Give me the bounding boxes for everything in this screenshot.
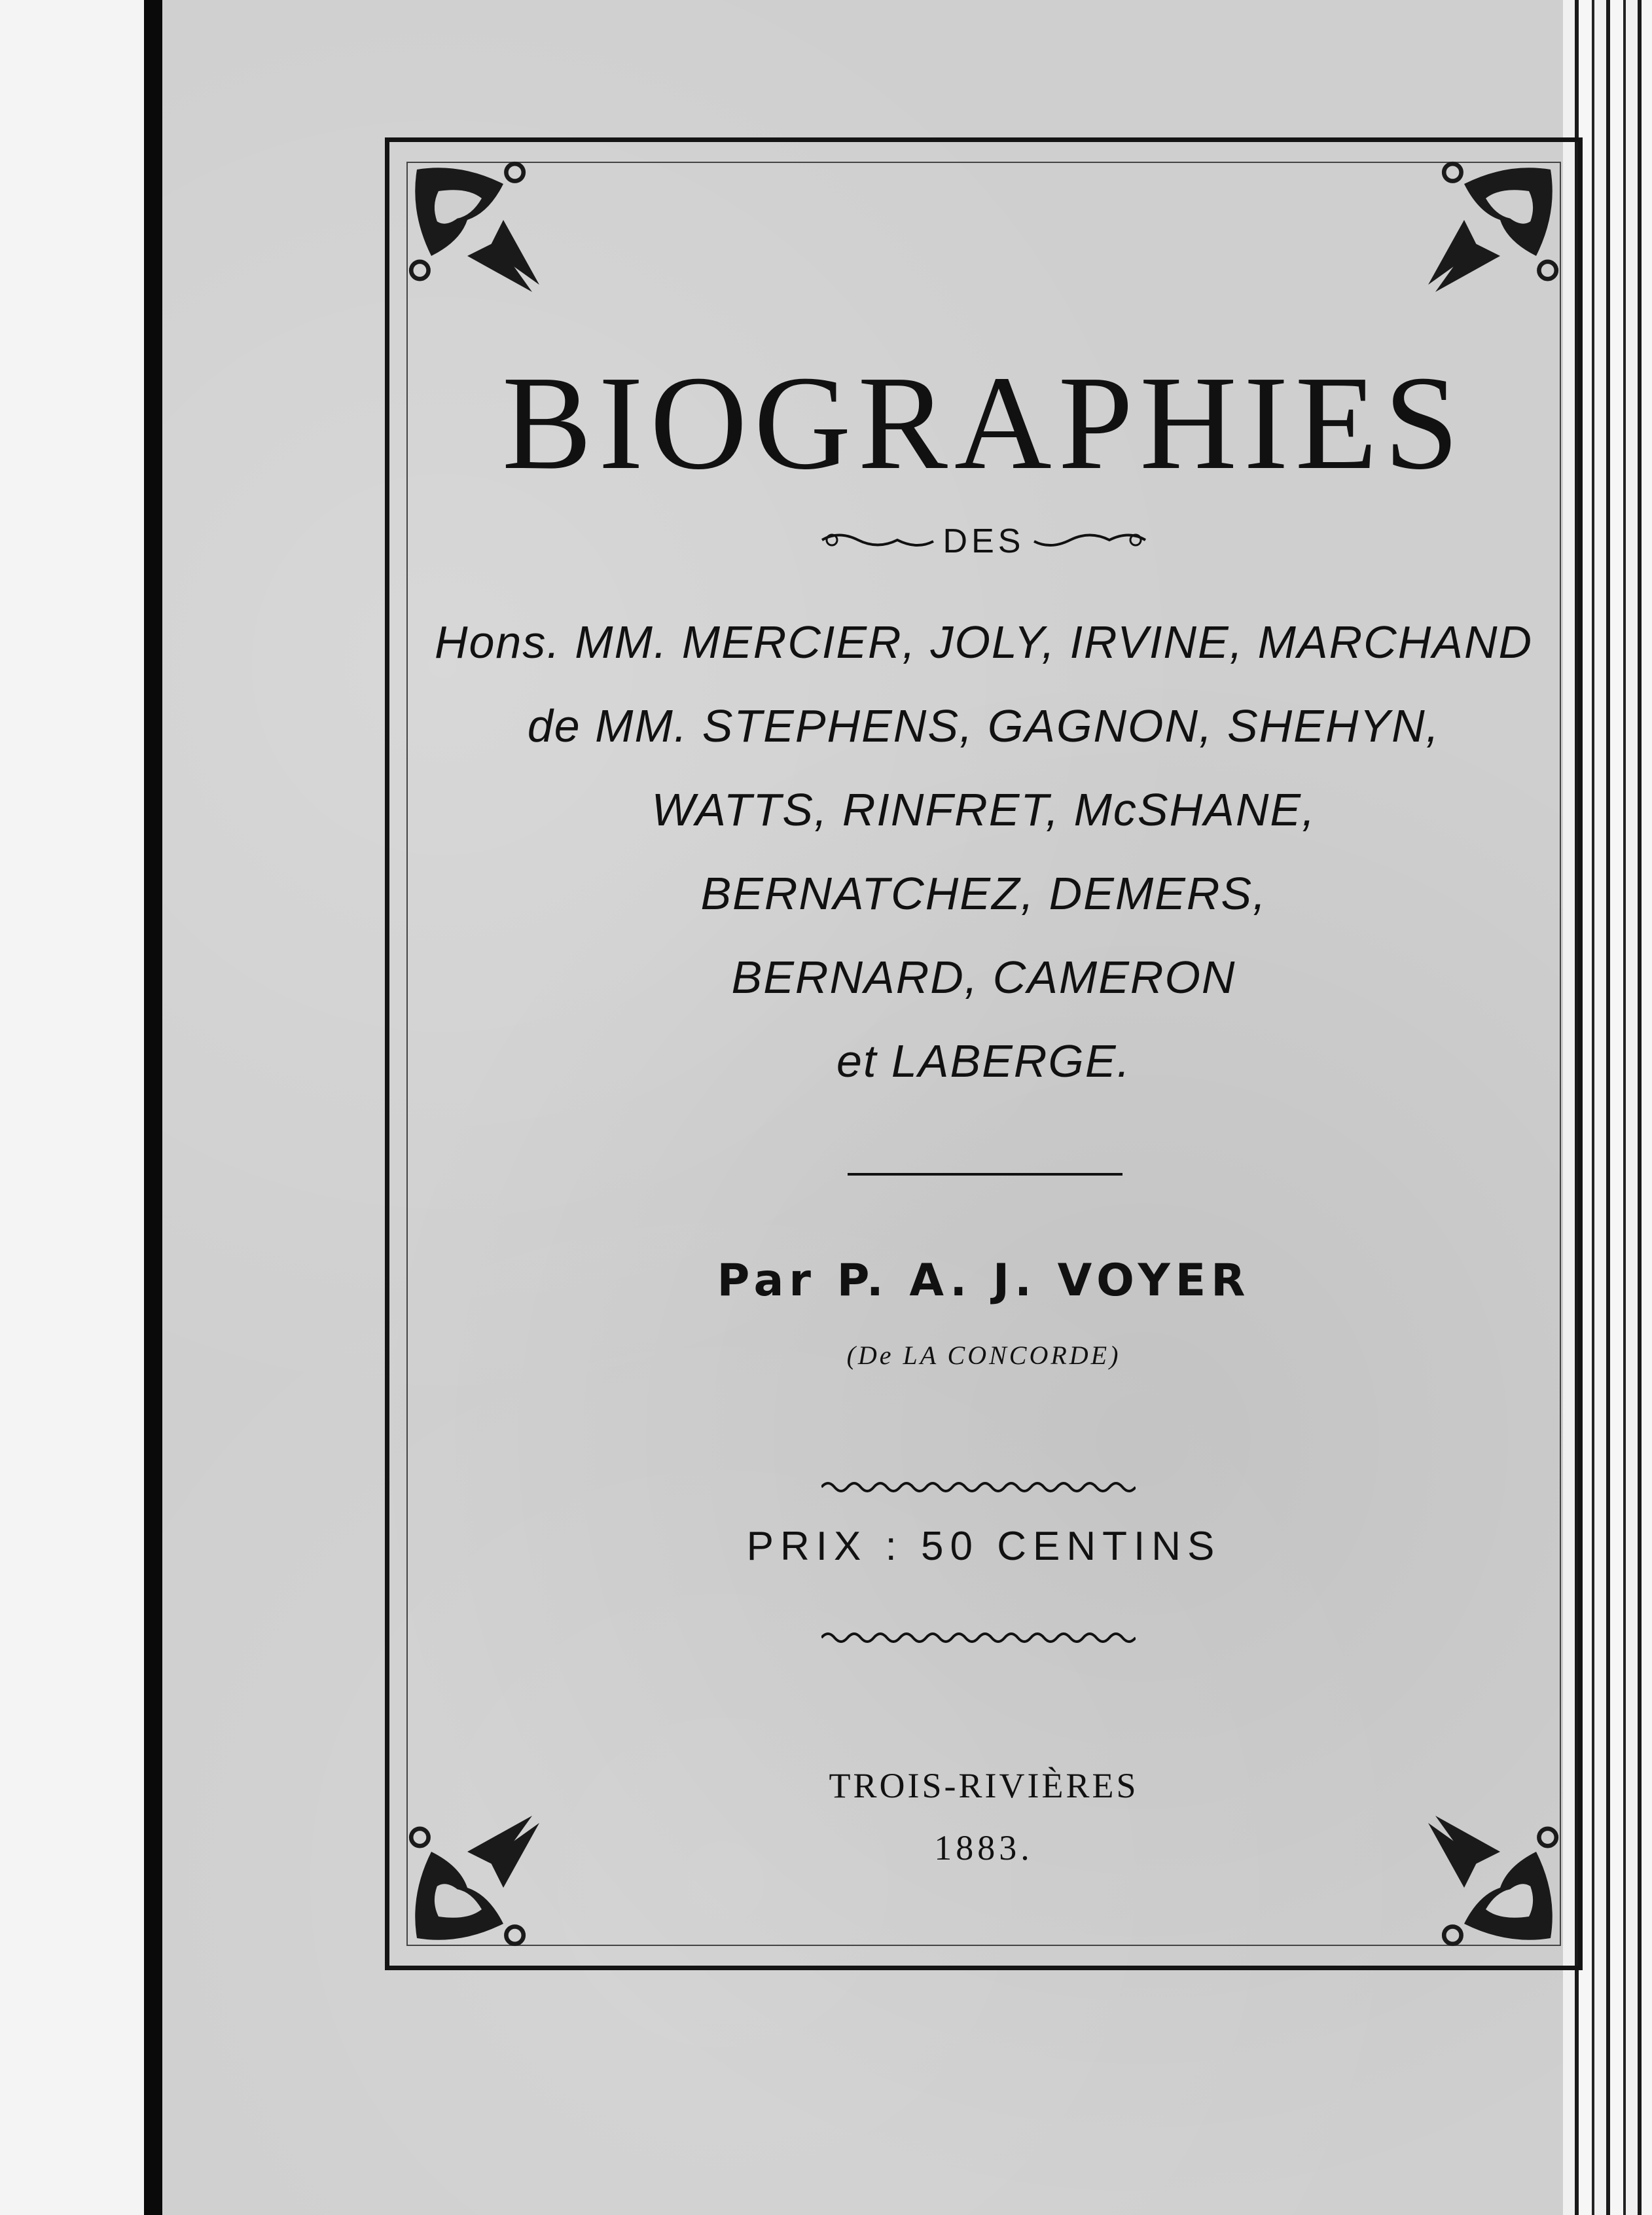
names-line: WATTS, RINFRET, McSHANE, <box>651 784 1316 835</box>
divider-rule <box>848 1173 1122 1176</box>
price-line: PRIX : 50 CENTINS <box>746 1524 1221 1569</box>
names-line: BERNATCHEZ, DEMERS, <box>700 868 1267 919</box>
scroll-flourish-icon <box>819 527 937 556</box>
book-cover <box>162 0 1563 2215</box>
subtitle-des: DES <box>943 522 1025 560</box>
cover-title: BIOGRAPHIES <box>501 348 1466 497</box>
binding-shadow <box>144 0 162 2215</box>
publication-place: TROIS-RIVIÈRES <box>829 1766 1139 1805</box>
corner-ornament-icon <box>1421 155 1565 299</box>
wave-rule-icon <box>821 1477 1136 1497</box>
subtitle-row <box>389 512 1578 571</box>
publication-year: 1883. <box>934 1828 1033 1867</box>
scroll-flourish-icon <box>1031 527 1149 556</box>
names-line: BERNARD, CAMERON <box>731 952 1236 1003</box>
source-line: (De LA CONCORDE) <box>846 1341 1121 1370</box>
corner-ornament-icon <box>403 155 547 299</box>
names-line: et LABERGE. <box>836 1035 1131 1087</box>
names-block <box>389 600 1578 1103</box>
left-page-edge <box>0 0 144 2215</box>
wave-rule-icon <box>821 1628 1136 1648</box>
author-line: Par P. A. J. VOYER <box>717 1255 1251 1306</box>
names-line: de MM. STEPHENS, GAGNON, SHEHYN, <box>527 700 1441 751</box>
cover-frame <box>385 137 1583 1970</box>
names-line: Hons. MM. MERCIER, JOLY, IRVINE, MARCHAND <box>434 617 1534 668</box>
